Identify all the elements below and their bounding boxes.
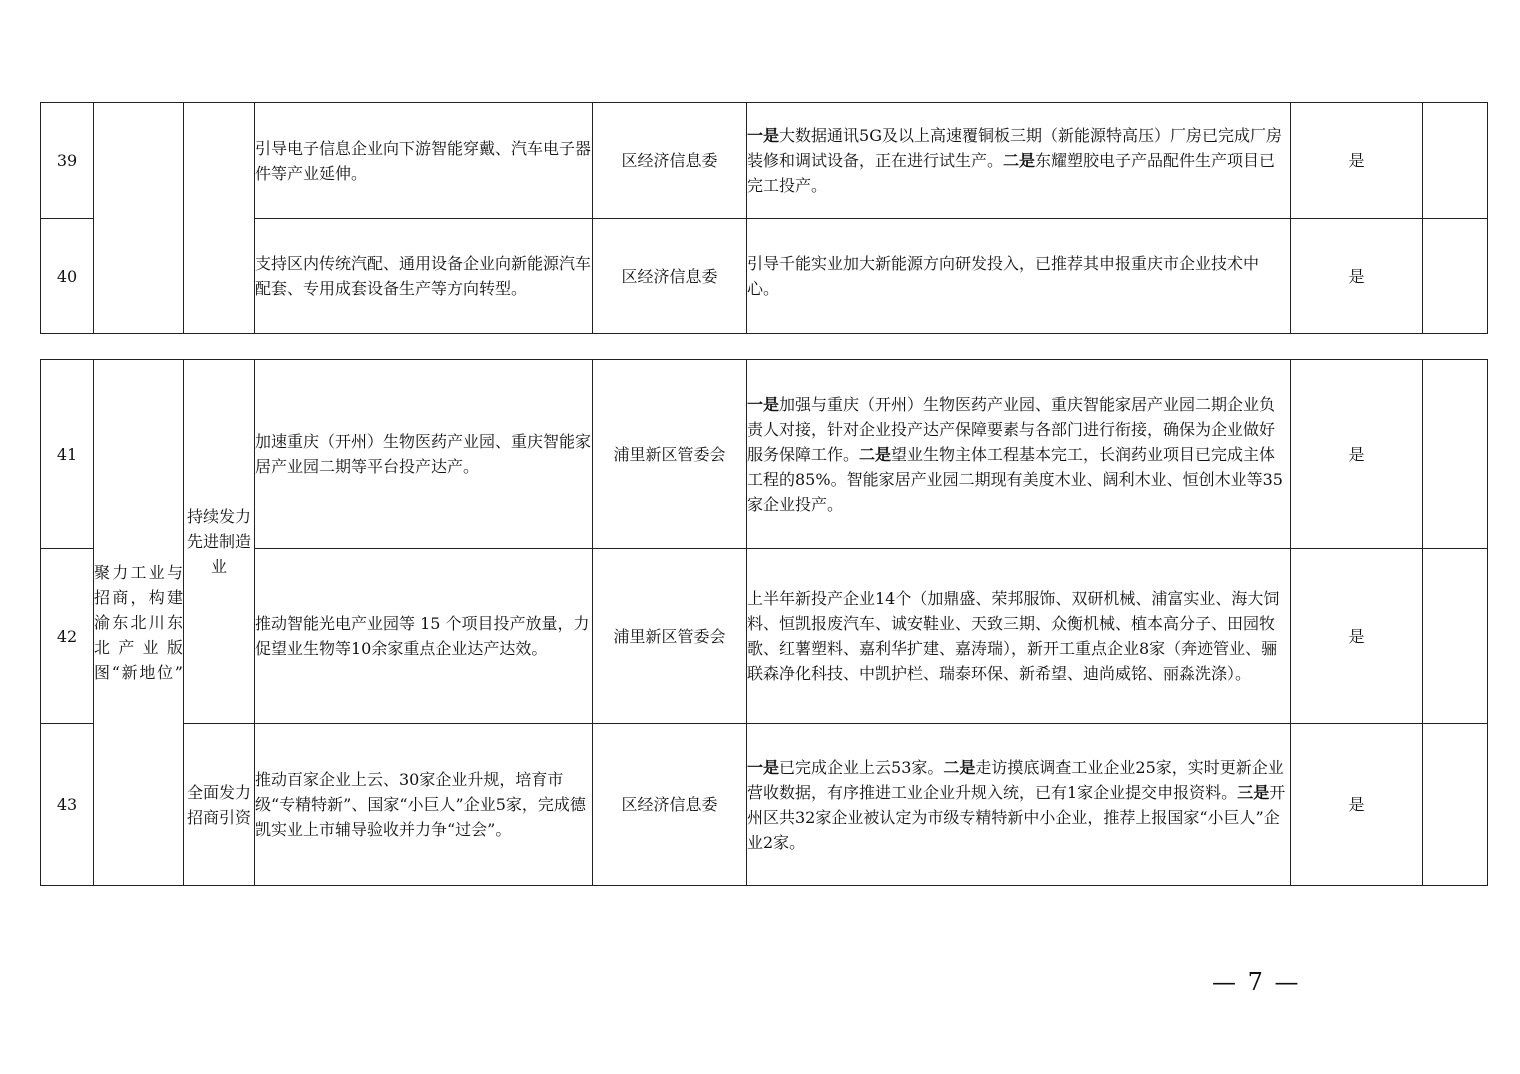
progress-text: 望业生物主体工程基本完工，长润药业项目已完成主体工程的85%。智能家居产业园二期现有美度木业、阔利木业、恒创木业等35家企业投产。 [747,444,1283,514]
measure-cell: 支持区内传统汽配、通用设备企业向新能源汽车配套、专用成套设备生产等方向转型。 [255,219,593,334]
row-number: 40 [41,219,94,334]
progress-text: 大数据通讯5G及以上高速覆铜板三期（新能源特高压）厂房已完成厂房装修和调试设备，正在进行试生产。 [747,126,1282,170]
remark-cell [1423,724,1488,886]
remark-cell [1423,219,1488,334]
subcategory-cell: 全面发力招商引资 [184,724,255,886]
progress-table-part-1 [40,102,1488,334]
status-cell: 是 [1291,219,1423,334]
measure-cell: 推动智能光电产业园等 15 个项目投产放量，力促望业生物等10余家重点企业达产达效。 [255,549,593,724]
progress-cell [747,724,1291,886]
row-number: 43 [41,724,94,886]
progress-cell [747,360,1291,549]
measure-cell: 推动百家企业上云、30家企业升规，培育市级“专精特新”、国家“小巨人”企业5家，完成德凯实业上市辅导验收并力争“过会”。 [255,724,593,886]
progress-lead: 二是 [1003,151,1036,170]
progress-cell [747,549,1291,724]
remark-cell [1423,103,1488,219]
progress-cell [747,219,1291,334]
progress-lead: 二是 [943,757,976,777]
table-row [41,103,1488,219]
row-number: 41 [41,360,94,549]
progress-cell [747,103,1291,219]
page-number: — 7 — [1212,968,1301,996]
category-cell [94,103,184,334]
row-number: 42 [41,549,94,724]
remark-cell [1423,360,1488,549]
table-row [41,724,1488,886]
progress-lead: 三是 [1237,782,1270,802]
progress-text: 已完成企业上云53家。 [779,757,944,777]
progress-text: 走访摸底调查工业企业25家，实时更新企业营收数据，有序推进工业企业升规入统，已有1家企业提交申报资料。 [747,757,1284,802]
department-cell: 浦里新区管委会 [593,360,747,549]
status-cell: 是 [1291,549,1423,724]
status-cell: 是 [1291,360,1423,549]
category-cell: 聚力工业与招商，构建渝东北川东北产业版图“新地位” [94,360,184,886]
remark-cell [1423,549,1488,724]
department-cell: 区经济信息委 [593,103,747,219]
progress-lead: 一是 [747,757,780,777]
measure-cell: 加速重庆（开州）生物医药产业园、重庆智能家居产业园二期等平台投产达产。 [255,360,593,549]
department-cell: 区经济信息委 [593,724,747,886]
department-cell: 浦里新区管委会 [593,549,747,724]
row-number: 39 [41,103,94,219]
progress-lead: 一是 [747,126,780,145]
progress-table-part-2 [40,359,1488,886]
table-row [41,549,1488,724]
progress-text: 东耀塑胶电子产品配件生产项目已完工投产。 [747,151,1276,195]
progress-text: 引导千能实业加大新能源方向研发投入，已推荐其申报重庆市企业技术中心。 [747,254,1260,298]
progress-text: 开州区共32家企业被认定为市级专精特新中小企业，推荐上报国家“小巨人”企业2家。 [747,782,1286,852]
subcategory-cell [184,103,255,334]
progress-lead: 一是 [747,394,780,414]
measure-cell: 引导电子信息企业向下游智能穿戴、汽车电子器件等产业延伸。 [255,103,593,219]
department-cell: 区经济信息委 [593,219,747,334]
progress-text: 加强与重庆（开州）生物医药产业园、重庆智能家居产业园二期企业负责人对接，针对企业投产达产保障要素与各部门进行衔接，确保为企业做好服务保障工作。 [747,394,1276,464]
progress-text: 上半年新投产企业14个（加鼎盛、荣邦服饰、双研机械、浦富实业、海大饲料、恒凯报废汽车、诚安鞋业、天致三期、众衡机械、植本高分子、田园牧歌、红薯塑料、嘉利华扩建、嘉涛瑞），新开工重点企业8家（奔迹管业、骊联森净化科技、中凯护栏、瑞泰环保、新希望、迪尚威铭、丽淼洗涤）。 [747,589,1280,683]
status-cell: 是 [1291,103,1423,219]
progress-lead: 二是 [859,444,892,464]
table-row [41,219,1488,334]
subcategory-cell: 持续发力先进制造业 [184,360,255,724]
status-cell: 是 [1291,724,1423,886]
table-row [41,360,1488,549]
